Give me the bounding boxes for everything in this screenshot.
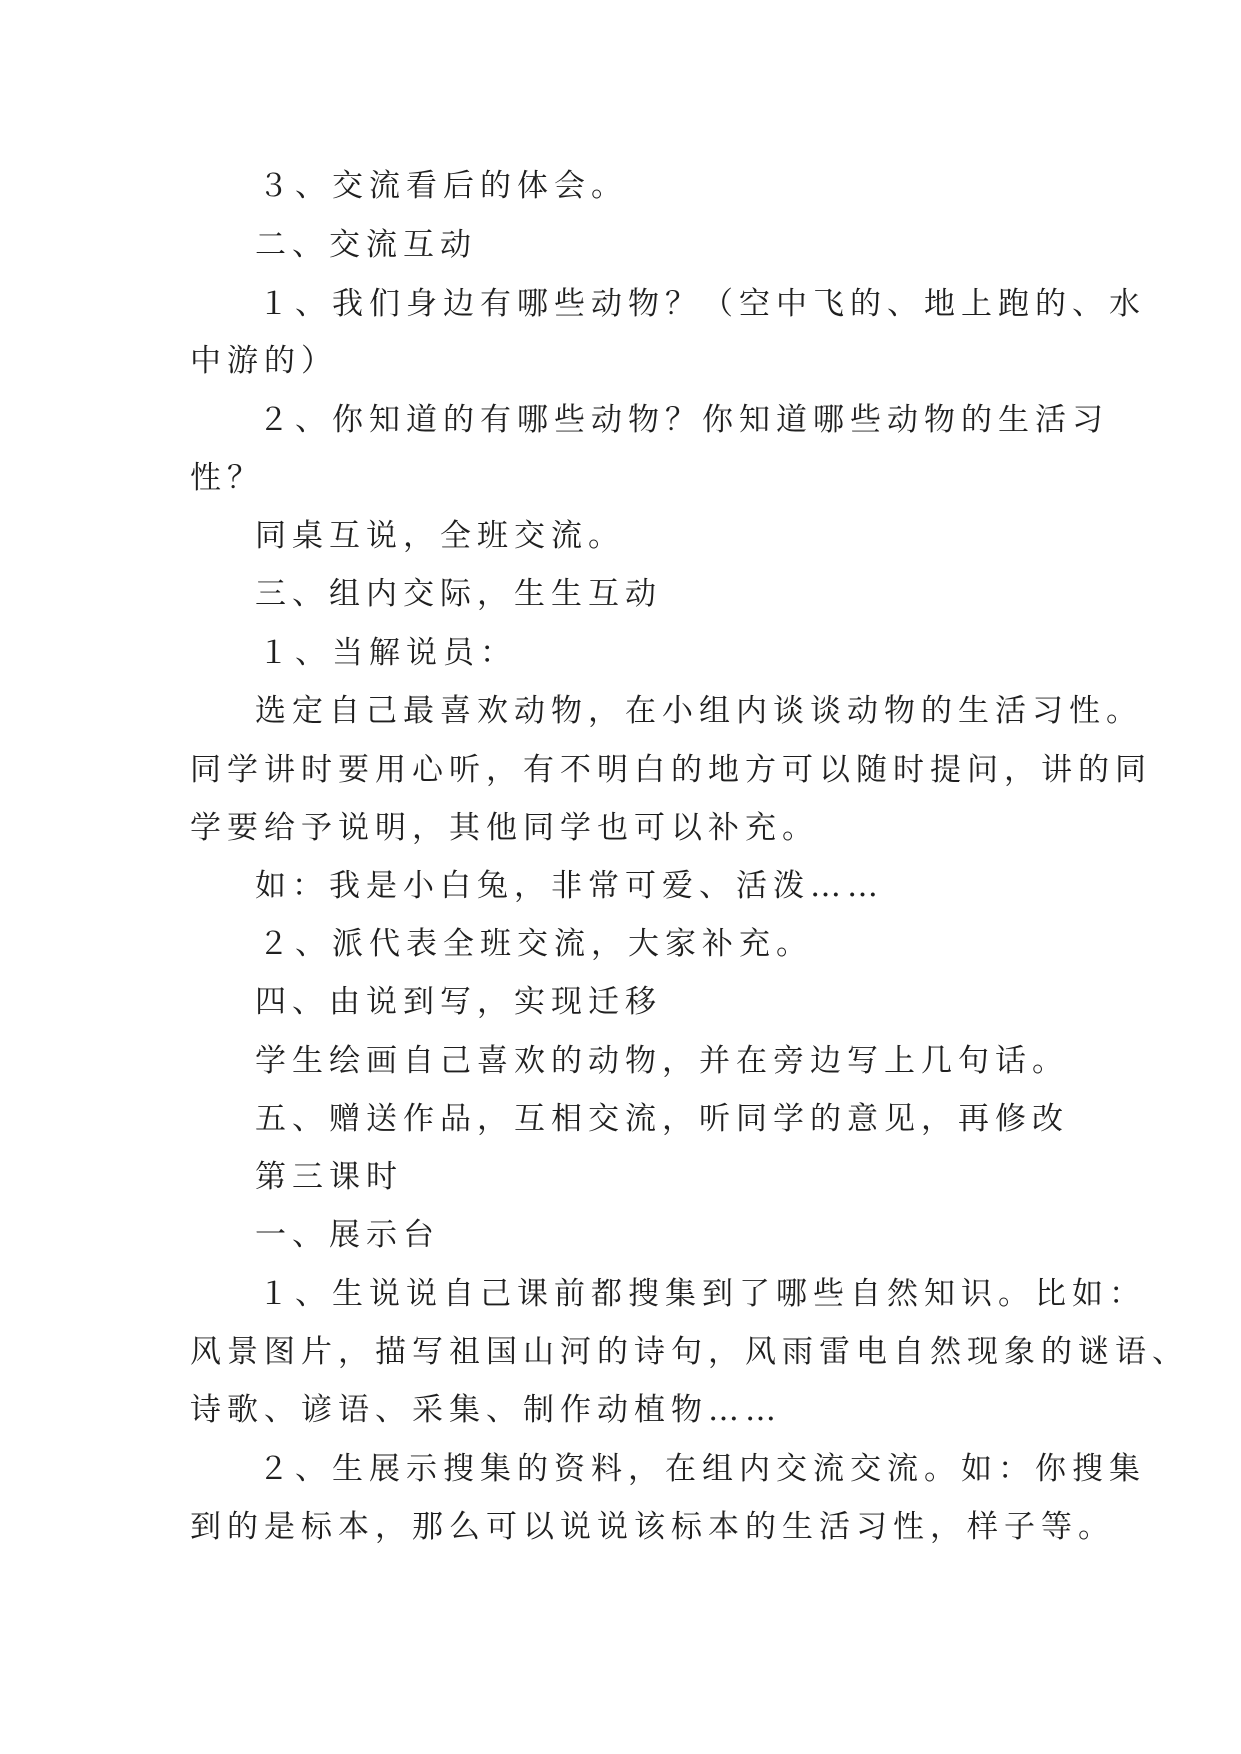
text-line: １、生说说自己课前都搜集到了哪些自然知识。比如： [258, 1276, 1146, 1312]
text-line: 中游的） [190, 343, 338, 379]
section-heading: 四、由说到写，实现迁移 [255, 984, 662, 1020]
text-line: ２、派代表全班交流，大家补充。 [258, 926, 813, 962]
text-line: 选定自己最喜欢动物，在小组内谈谈动物的生活习性。 [255, 693, 1143, 729]
text-line: １、我们身边有哪些动物？（空中飞的、地上跑的、水 [258, 286, 1146, 322]
section-heading: 一、展示台 [255, 1217, 440, 1253]
text-line: 到的是标本，那么可以说说该标本的生活习性，样子等。 [190, 1509, 1115, 1545]
text-line: 同学讲时要用心听，有不明白的地方可以随时提问，讲的同 [190, 752, 1152, 788]
text-line: 如：我是小白兔，非常可爱、活泼…… [255, 868, 884, 904]
text-line: 诗歌、谚语、采集、制作动植物…… [190, 1392, 782, 1428]
text-line: １、当解说员： [258, 635, 517, 671]
text-line: ３、交流看后的体会。 [258, 168, 628, 204]
text-line: 学要给予说明，其他同学也可以补充。 [190, 810, 819, 846]
lesson-heading: 第三课时 [255, 1159, 403, 1195]
section-heading: 五、赠送作品，互相交流，听同学的意见，再修改 [255, 1101, 1069, 1137]
section-heading: 二、交流互动 [255, 227, 477, 263]
text-line: 学生绘画自己喜欢的动物，并在旁边写上几句话。 [255, 1043, 1069, 1079]
text-line: ２、你知道的有哪些动物？你知道哪些动物的生活习 [258, 402, 1109, 438]
text-line: ２、生展示搜集的资料，在组内交流交流。如：你搜集 [258, 1451, 1146, 1487]
text-line: 性？ [190, 460, 264, 496]
section-heading: 三、组内交际，生生互动 [255, 576, 662, 612]
text-line: 风景图片，描写祖国山河的诗句，风雨雷电自然现象的谜语、 [190, 1334, 1189, 1370]
text-line: 同桌互说，全班交流。 [255, 518, 625, 554]
